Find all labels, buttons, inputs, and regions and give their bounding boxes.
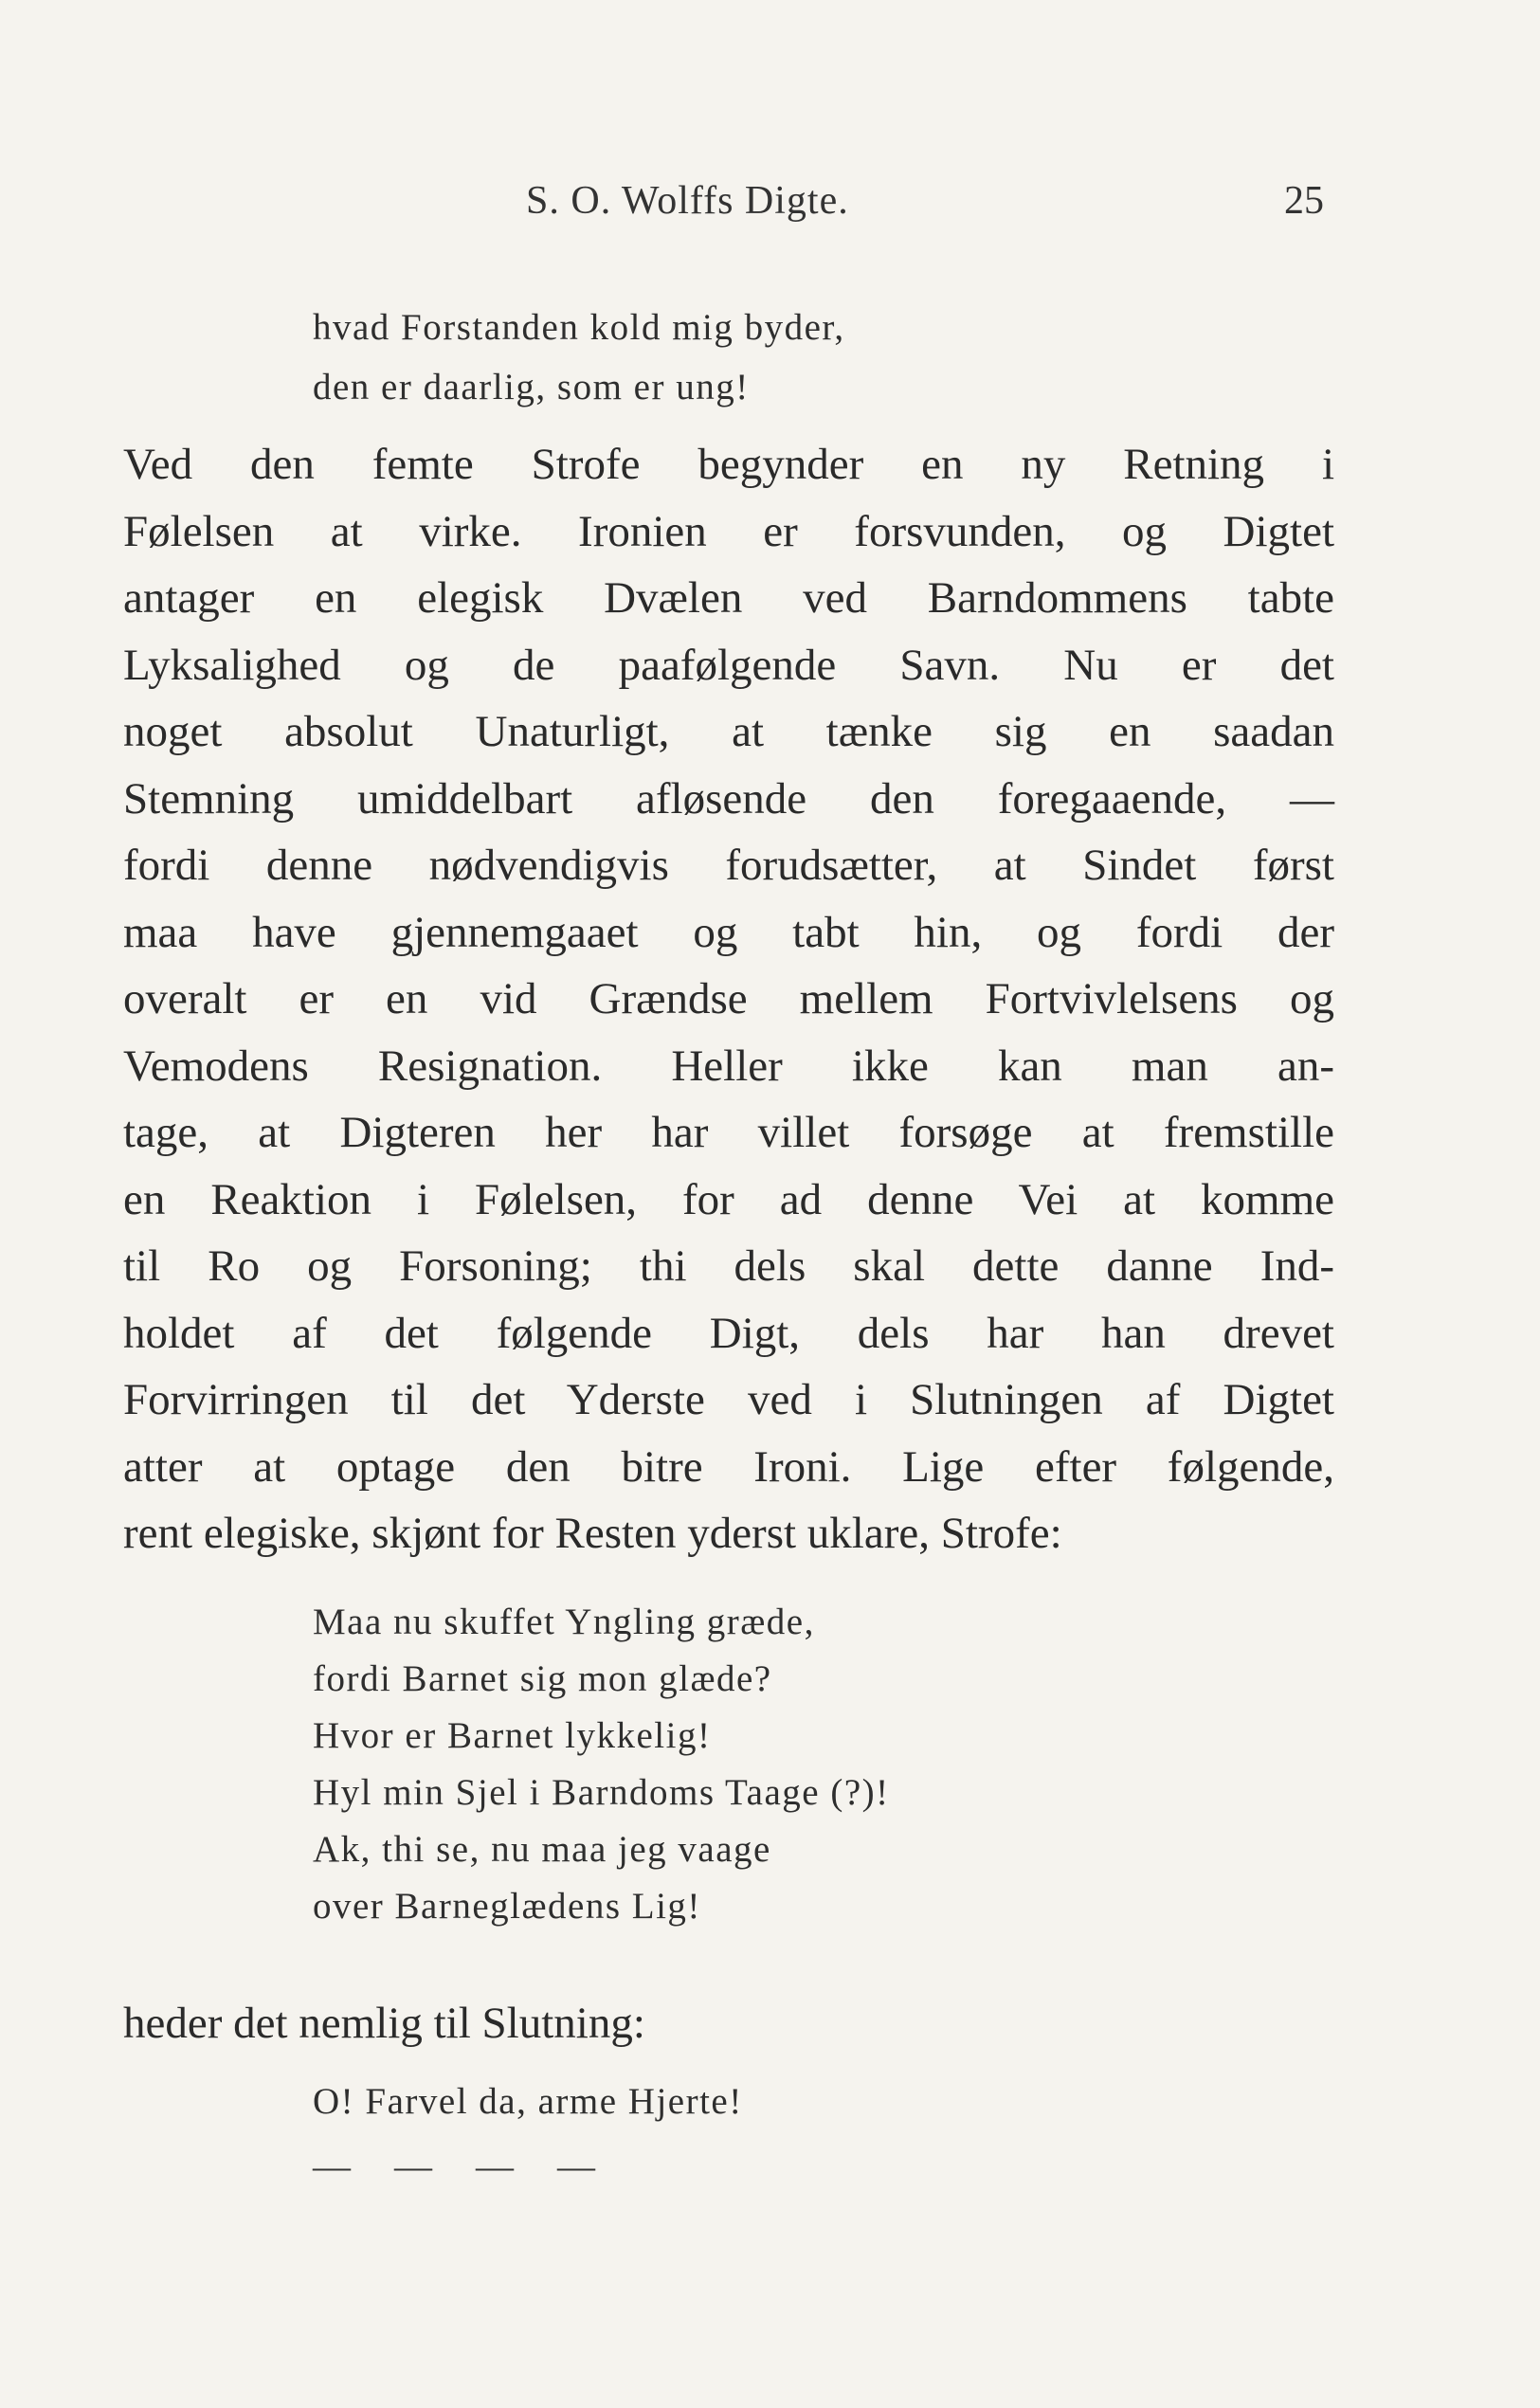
verse-quote-2 xyxy=(313,1594,890,1935)
text-line: Forvirringen til det Yderste ved i Slutningen af Digtet xyxy=(123,1375,1334,1424)
verse-line: hvad Forstanden kold mig byder, xyxy=(313,307,845,348)
text-line: Ved den femte Strofe begynder en ny Retning i xyxy=(123,440,1334,489)
verse-line: den er daarlig, som er ung! xyxy=(313,367,750,407)
text-line: en Reaktion i Følelsen, for ad denne Vei at komme xyxy=(123,1174,1334,1224)
text-line: maa have gjennemgaaet og tabt hin, og fordi der xyxy=(123,907,1334,957)
body-paragraph xyxy=(123,431,1334,1567)
text-line: overalt er en vid Grændse mellem Fortvivlelsens og xyxy=(123,974,1334,1023)
verse-line: Hvor er Barnet lykkelig! xyxy=(313,1715,712,1756)
verse-line: O! Farvel da, arme Hjerte! xyxy=(313,2081,743,2122)
text-line: fordi denne nødvendigvis forudsætter, at Sindet først xyxy=(123,841,1334,890)
verse-line: over Barneglædens Lig! xyxy=(313,1886,701,1927)
verse-line: Hyl min Sjel i Barndoms Taage (?)! xyxy=(313,1772,890,1813)
running-head xyxy=(0,178,1540,235)
body-paragraph-2 xyxy=(123,1990,1334,2057)
text-line: atter at optage den bitre Ironi. Lige efter følgende, xyxy=(123,1441,1334,1492)
verse-line: Ak, thi se, nu maa jeg vaage xyxy=(313,1829,771,1870)
verse-quote-3 xyxy=(313,2072,743,2131)
text-line: Stemning umiddelbart afløsende den foregaaende, — xyxy=(123,773,1334,824)
verse-line: Maa nu skuffet Yngling græde, xyxy=(313,1602,815,1642)
text-line: tage, at Digteren her har villet forsøge at fremstille xyxy=(123,1108,1334,1157)
text-line: heder det nemlig til Slutning: xyxy=(123,1999,645,2048)
text-line: rent elegiske, skjønt for Resten yderst uklare, Strofe: xyxy=(123,1509,1062,1558)
running-title: S. O. Wolffs Digte. xyxy=(526,179,849,223)
text-line: Vemodens Resignation. Heller ikke kan man an- xyxy=(123,1041,1334,1091)
text-line: til Ro og Forsoning; thi dels skal dette danne Ind- xyxy=(123,1241,1334,1291)
closing-dashes: — — — — xyxy=(313,2145,612,2187)
text-line: Lyksalighed og de paafølgende Savn. Nu er det xyxy=(123,640,1334,690)
page-number: 25 xyxy=(1284,179,1324,223)
text-line: antager en elegisk Dvælen ved Barndommens tabte xyxy=(123,573,1334,623)
text-line: Følelsen at virke. Ironien er forsvunden, og Digtet xyxy=(123,506,1334,556)
text-line: holdet af det følgende Digt, dels har han drevet xyxy=(123,1308,1334,1358)
verse-line: fordi Barnet sig mon glæde? xyxy=(313,1658,772,1699)
text-line: noget absolut Unaturligt, at tænke sig en saadan xyxy=(123,707,1334,756)
verse-quote-1 xyxy=(313,298,845,417)
